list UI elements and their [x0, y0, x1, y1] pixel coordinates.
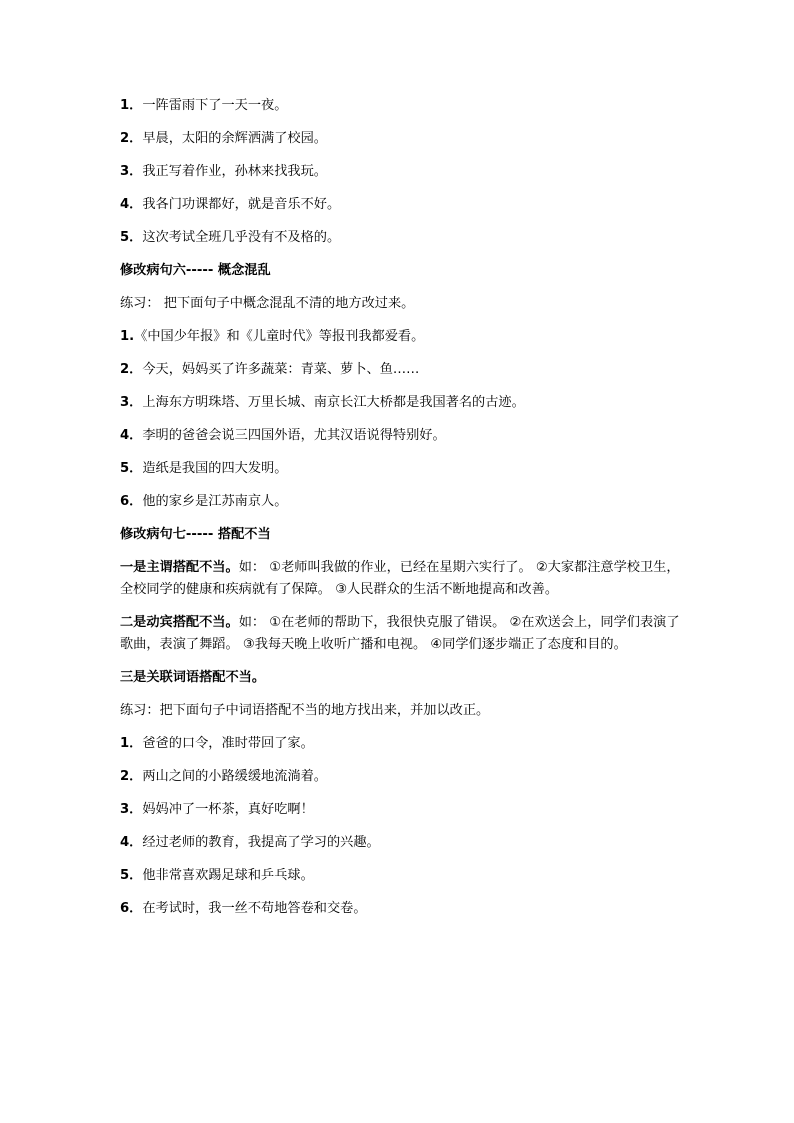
list-item: 1．一阵雷雨下了一天一夜。: [120, 98, 288, 113]
section-heading-6: 修改病句六----- 概念混乱: [120, 263, 271, 278]
paragraph-conjunction: 三是关联词语搭配不当。: [120, 670, 266, 685]
list-item: 6．他的家乡是江苏南京人。: [120, 494, 288, 509]
list-item: 1.《中国少年报》和《儿童时代》等报刊我都爱看。: [120, 329, 425, 344]
list-item: 2．两山之间的小路缓缓地流淌着。: [120, 769, 327, 784]
list-item: 4．经过老师的教育，我提高了学习的兴趣。: [120, 835, 380, 850]
list-item: 3．上海东方明珠塔、万里长城、南京长江大桥都是我国著名的古迹。: [120, 395, 525, 410]
list-item: 4．李明的爸爸会说三四国外语，尤其汉语说得特别好。: [120, 428, 446, 443]
document-page: [120, 95, 682, 931]
list-item: 2．早晨，太阳的余辉洒满了校园。: [120, 131, 327, 146]
list-item: 5．造纸是我国的四大发明。: [120, 461, 288, 476]
exercise-instruction: 练习：把下面句子中词语搭配不当的地方找出来，并加以改正。: [120, 703, 490, 718]
list-item: 3．妈妈冲了一杯茶，真好吃啊！: [120, 802, 314, 817]
list-item: 5．他非常喜欢踢足球和乒乓球。: [120, 868, 314, 883]
exercise-instruction: 练习： 把下面句子中概念混乱不清的地方改过来。: [120, 296, 415, 311]
section-heading-7: 修改病句七----- 搭配不当: [120, 527, 271, 542]
list-item: 3．我正写着作业，孙林来找我玩。: [120, 164, 327, 179]
list-item: 5．这次考试全班几乎没有不及格的。: [120, 230, 341, 245]
list-item: 2．今天，妈妈买了许多蔬菜：青菜、萝卜、鱼……: [120, 362, 420, 377]
paragraph-subject-predicate: 一是主谓搭配不当。如： ①老师叫我做的作业，已经在星期六实行了。 ②大家都注意学校卫生，全校同学的健康和疾病就有了保障。 ③人民群众的生活不断地提高和改善。: [120, 560, 680, 597]
list-item: 1．爸爸的口令，准时带回了家。: [120, 736, 314, 751]
list-item: 4．我各门功课都好，就是音乐不好。: [120, 197, 341, 212]
list-item: 6．在考试时，我一丝不苟地答卷和交卷。: [120, 901, 367, 916]
paragraph-verb-object: 二是动宾搭配不当。如： ①在老师的帮助下，我很快克服了错误。 ②在欢送会上，同学们表演了歌曲，表演了舞蹈。 ③我每天晚上收听广播和电视。 ④同学们逐步端正了态度和目的。: [120, 615, 680, 652]
